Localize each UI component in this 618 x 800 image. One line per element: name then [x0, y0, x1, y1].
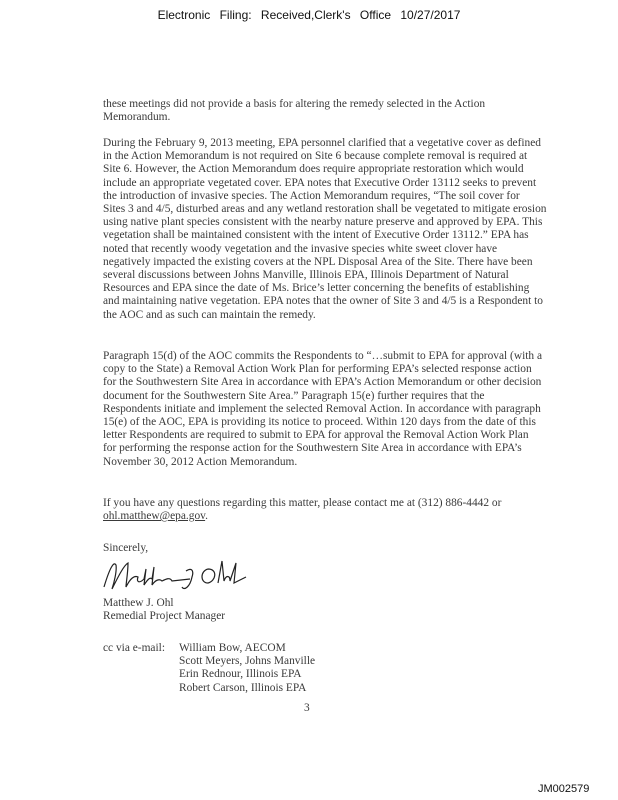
text-line: negatively impacted the existing covers at the NPL Disposal Area of the Site. There have been [103, 255, 533, 268]
text-line: using native plant species consistent with the nearby nature preserve and approved by EPA. This [103, 216, 543, 229]
text-line: the introduction of invasive species. The Action Memorandum requires, “The soil cover for [103, 189, 520, 202]
text-line: document for the Southwestern Site Area.” Paragraph 15(e) further requires that the [103, 389, 485, 402]
text-line: Paragraph 15(d) of the AOC commits the Respondents to “…submit to EPA for approval (with a [103, 350, 543, 362]
text-line: several discussions between Johns Manville, Illinois EPA, Illinois Department of Natural [103, 269, 509, 282]
cc-recipient: Robert Carson, Illinois EPA [179, 681, 307, 694]
signer-title: Remedial Project Manager [103, 610, 226, 623]
text-line: copy to the State) a Removal Action Work Plan for performing EPA’s selected response action [103, 363, 532, 376]
text-line: include an appropriate vegetated cover. EPA notes that Executive Order 13112 seeks to prevent [103, 176, 537, 189]
punctuation: . [205, 510, 208, 523]
text-line: Sites 3 and 4/5, disturbed areas and any wetland restoration shall be vegetated to mitigate erosion [103, 203, 547, 216]
text-line: for the Southwestern Site Area in accordance with EPA’s Action Memorandum or other decision [103, 376, 542, 389]
cc-list [103, 642, 583, 695]
page-number: 3 [304, 702, 310, 714]
text-line: If you have any questions regarding this matter, please contact me at (312) 886-4442 or [103, 497, 502, 509]
text-line: the AOC and as such can maintain the remedy. [103, 308, 316, 321]
text-line: vegetation shall be maintained consistent with the intent of Executive Order 13112.” EPA has [103, 229, 529, 242]
text-line: 15(e) of the AOC, EPA is providing its notice to proceed. Within 120 days from the date of this [103, 416, 536, 429]
signer-name: Matthew J. Ohl [103, 597, 174, 609]
text-line: for performing the response action for the Southwestern Site Area in accordance with EPA’s [103, 442, 522, 455]
signer-block [103, 597, 583, 623]
text-line: Memorandum. [103, 111, 171, 124]
text-line: in the Action Memorandum is not required on Site 6 because complete removal is required at [103, 150, 528, 163]
paragraph-3 [103, 350, 583, 469]
text-line: Respondents initiate and implement the selected Removal Action. In accordance with paragraph [103, 402, 541, 415]
paragraph-2 [103, 137, 583, 322]
text-line: letter Respondents are required to submit to EPA for approval the Removal Action Work Plan [103, 429, 529, 442]
text-line: During the February 9, 2013 meeting, EPA personnel clarified that a vegetative cover as defined [103, 137, 541, 149]
text-line: November 30, 2012 Action Memorandum. [103, 455, 298, 468]
text-line: and maintaining native vegetation. EPA notes that the owner of Site 3 and 4/5 is a Respondent to [103, 295, 543, 308]
cc-recipient: William Bow, AECOM [179, 642, 286, 654]
paragraph-1 [103, 98, 583, 124]
text-line: Site 6. However, the Action Memorandum does require appropriate restoration which would [103, 163, 524, 176]
closing: Sincerely, [103, 542, 149, 554]
cc-recipient: Erin Rednour, Illinois EPA [179, 668, 302, 681]
text-line: these meetings did not provide a basis for altering the remedy selected in the Action [103, 98, 486, 110]
text-line: noted that recently woody vegetation and the invasive species white sweet clover have [103, 242, 498, 255]
bates-number: JM002579 [538, 783, 590, 795]
cc-recipient: Scott Meyers, Johns Manville [179, 655, 316, 668]
cc-label: cc via e-mail: [103, 642, 165, 654]
email-link[interactable]: ohl.matthew@epa.gov [103, 510, 206, 523]
text-line: Resources and EPA since the date of Ms. Brice’s letter concerning the benefits of establishing [103, 282, 530, 295]
signature [100, 557, 250, 602]
filing-header: Electronic Filing: Received,Clerk's Office 10/27/2017 [157, 8, 461, 22]
contact-paragraph [103, 497, 583, 523]
